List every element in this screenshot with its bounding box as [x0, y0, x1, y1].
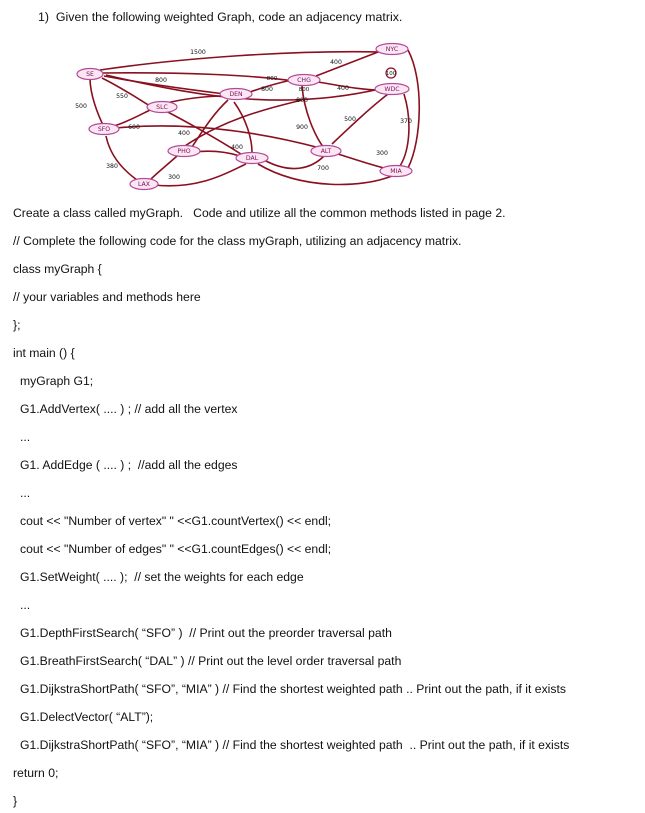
- weight-800-chg: 800: [261, 86, 273, 93]
- edge-alt-wdc: [332, 94, 388, 144]
- weight-100: 100: [385, 71, 397, 77]
- edge-dal-alt: [264, 156, 324, 169]
- edge-sfo-lax: [106, 136, 140, 182]
- text-line-17: G1.BreathFirstSearch( “DAL” ) // Print out the level order traversal path: [20, 654, 402, 668]
- weight-550: 550: [116, 93, 128, 100]
- svg-text:CHG: CHG: [297, 77, 311, 84]
- text-line-1: Create a class called myGraph. Code and utilize all the common methods listed in page 2.: [13, 206, 506, 220]
- text-line-13: cout << "Number of edges" " <<G1.countEdges() << endl;: [20, 542, 332, 556]
- weight-900: 900: [296, 124, 308, 131]
- svg-text:DAL: DAL: [245, 155, 259, 162]
- weight-300-lax: 300: [168, 174, 180, 181]
- weight-800-den: 800: [298, 87, 310, 93]
- weight-700: 700: [317, 165, 329, 172]
- weight-500-wdc: 500: [344, 116, 356, 123]
- svg-text:SFO: SFO: [97, 126, 111, 133]
- node-mia: [380, 166, 412, 177]
- text-line-3: class myGraph {: [13, 262, 102, 276]
- svg-text:WDC: WDC: [384, 86, 400, 93]
- svg-text:SLC: SLC: [156, 104, 168, 111]
- edge-nyc-mia: [408, 50, 419, 168]
- text-line-11: ...: [20, 486, 31, 500]
- node-alt: [311, 146, 341, 157]
- weight-500-sfo: 500: [75, 103, 87, 110]
- text-line-4: // your variables and methods here: [13, 290, 201, 304]
- node-se: [77, 69, 103, 80]
- node-den: [220, 89, 252, 100]
- weight-800-alt: 800: [296, 97, 308, 104]
- weight-400-nyc: 400: [330, 59, 342, 66]
- node-sfo: [89, 124, 119, 135]
- svg-text:PHO: PHO: [177, 148, 191, 155]
- edge-chg-nyc: [316, 52, 378, 76]
- text-line-21: return 0;: [13, 766, 59, 780]
- weight-1500: 1500: [190, 49, 206, 56]
- text-line-2: // Complete the following code for the class myGraph, utilizing an adjacency matrix.: [13, 234, 462, 248]
- text-line-7: myGraph G1;: [20, 374, 94, 388]
- weight-800-se: 800: [155, 77, 167, 84]
- edge-pho-dal: [194, 151, 240, 156]
- text-line-5: };: [13, 318, 21, 332]
- svg-text:DEN: DEN: [229, 91, 243, 98]
- edge-chg-wdc: [318, 82, 380, 90]
- edge-se-sfo: [90, 78, 104, 127]
- text-line-12: cout << "Number of vertex" " <<G1.countVertex() << endl;: [20, 514, 332, 528]
- edge-pho-chg: [182, 100, 302, 148]
- svg-text:LAX: LAX: [137, 181, 151, 188]
- text-line-10: G1. AddEdge ( .... ) ; //add all the edges: [20, 458, 238, 472]
- edge-se-chg: [102, 73, 294, 81]
- text-line-14: G1.SetWeight( .... ); // set the weights for each edge: [20, 570, 304, 584]
- node-chg: [288, 75, 320, 86]
- text-line-6: int main () {: [13, 346, 75, 360]
- node-dal: [236, 153, 268, 164]
- svg-text:MIA: MIA: [390, 168, 402, 175]
- text-line-20: G1.DijkstraShortPath( “SFO”, “MIA” ) // Find the shortest weighted path .. Print out the path, if it exists: [20, 738, 570, 752]
- text-line-18: G1.DijkstraShortPath( “SFO”, “MIA” ) // Find the shortest weighted path .. Print out the path, if it exists: [20, 682, 566, 696]
- text-line-22: }: [13, 794, 18, 808]
- weight-400-wdc: 400: [337, 85, 349, 92]
- graph-edges: [90, 50, 419, 186]
- weight-800-chg2: 800: [266, 76, 278, 82]
- text-line-16: G1.DepthFirstSearch( “SFO” ) // Print out the preorder traversal path: [20, 626, 392, 640]
- weight-400-dal: 400: [231, 144, 243, 151]
- weight-380: 380: [106, 163, 118, 170]
- svg-text:NYC: NYC: [385, 46, 399, 53]
- svg-text:SE: SE: [86, 71, 94, 78]
- weight-600: 600: [128, 124, 140, 131]
- text-line-8: G1.AddVertex( .... ) ; // add all the vertex: [20, 402, 238, 416]
- weight-300-mia: 300: [376, 150, 388, 157]
- node-lax: [130, 179, 158, 190]
- node-pho: [168, 146, 200, 157]
- edge-sfo-alt: [116, 126, 320, 148]
- text-line-19: G1.DelectVector( “ALT”);: [20, 710, 154, 724]
- question-title: 1) Given the following weighted Graph, code an adjacency matrix.: [38, 10, 403, 24]
- edge-wdc-mia: [400, 94, 409, 166]
- weight-400-pho: 400: [178, 130, 190, 137]
- weight-370: 370: [400, 118, 412, 125]
- node-slc: [147, 102, 177, 113]
- edge-chg-alt: [302, 86, 324, 148]
- svg-text:ALT: ALT: [320, 148, 332, 155]
- text-line-9: ...: [20, 430, 31, 444]
- node-wdc: [375, 84, 409, 95]
- weighted-graph-figure: [62, 40, 422, 200]
- text-line-15: ...: [20, 598, 31, 612]
- node-nyc: [376, 44, 408, 55]
